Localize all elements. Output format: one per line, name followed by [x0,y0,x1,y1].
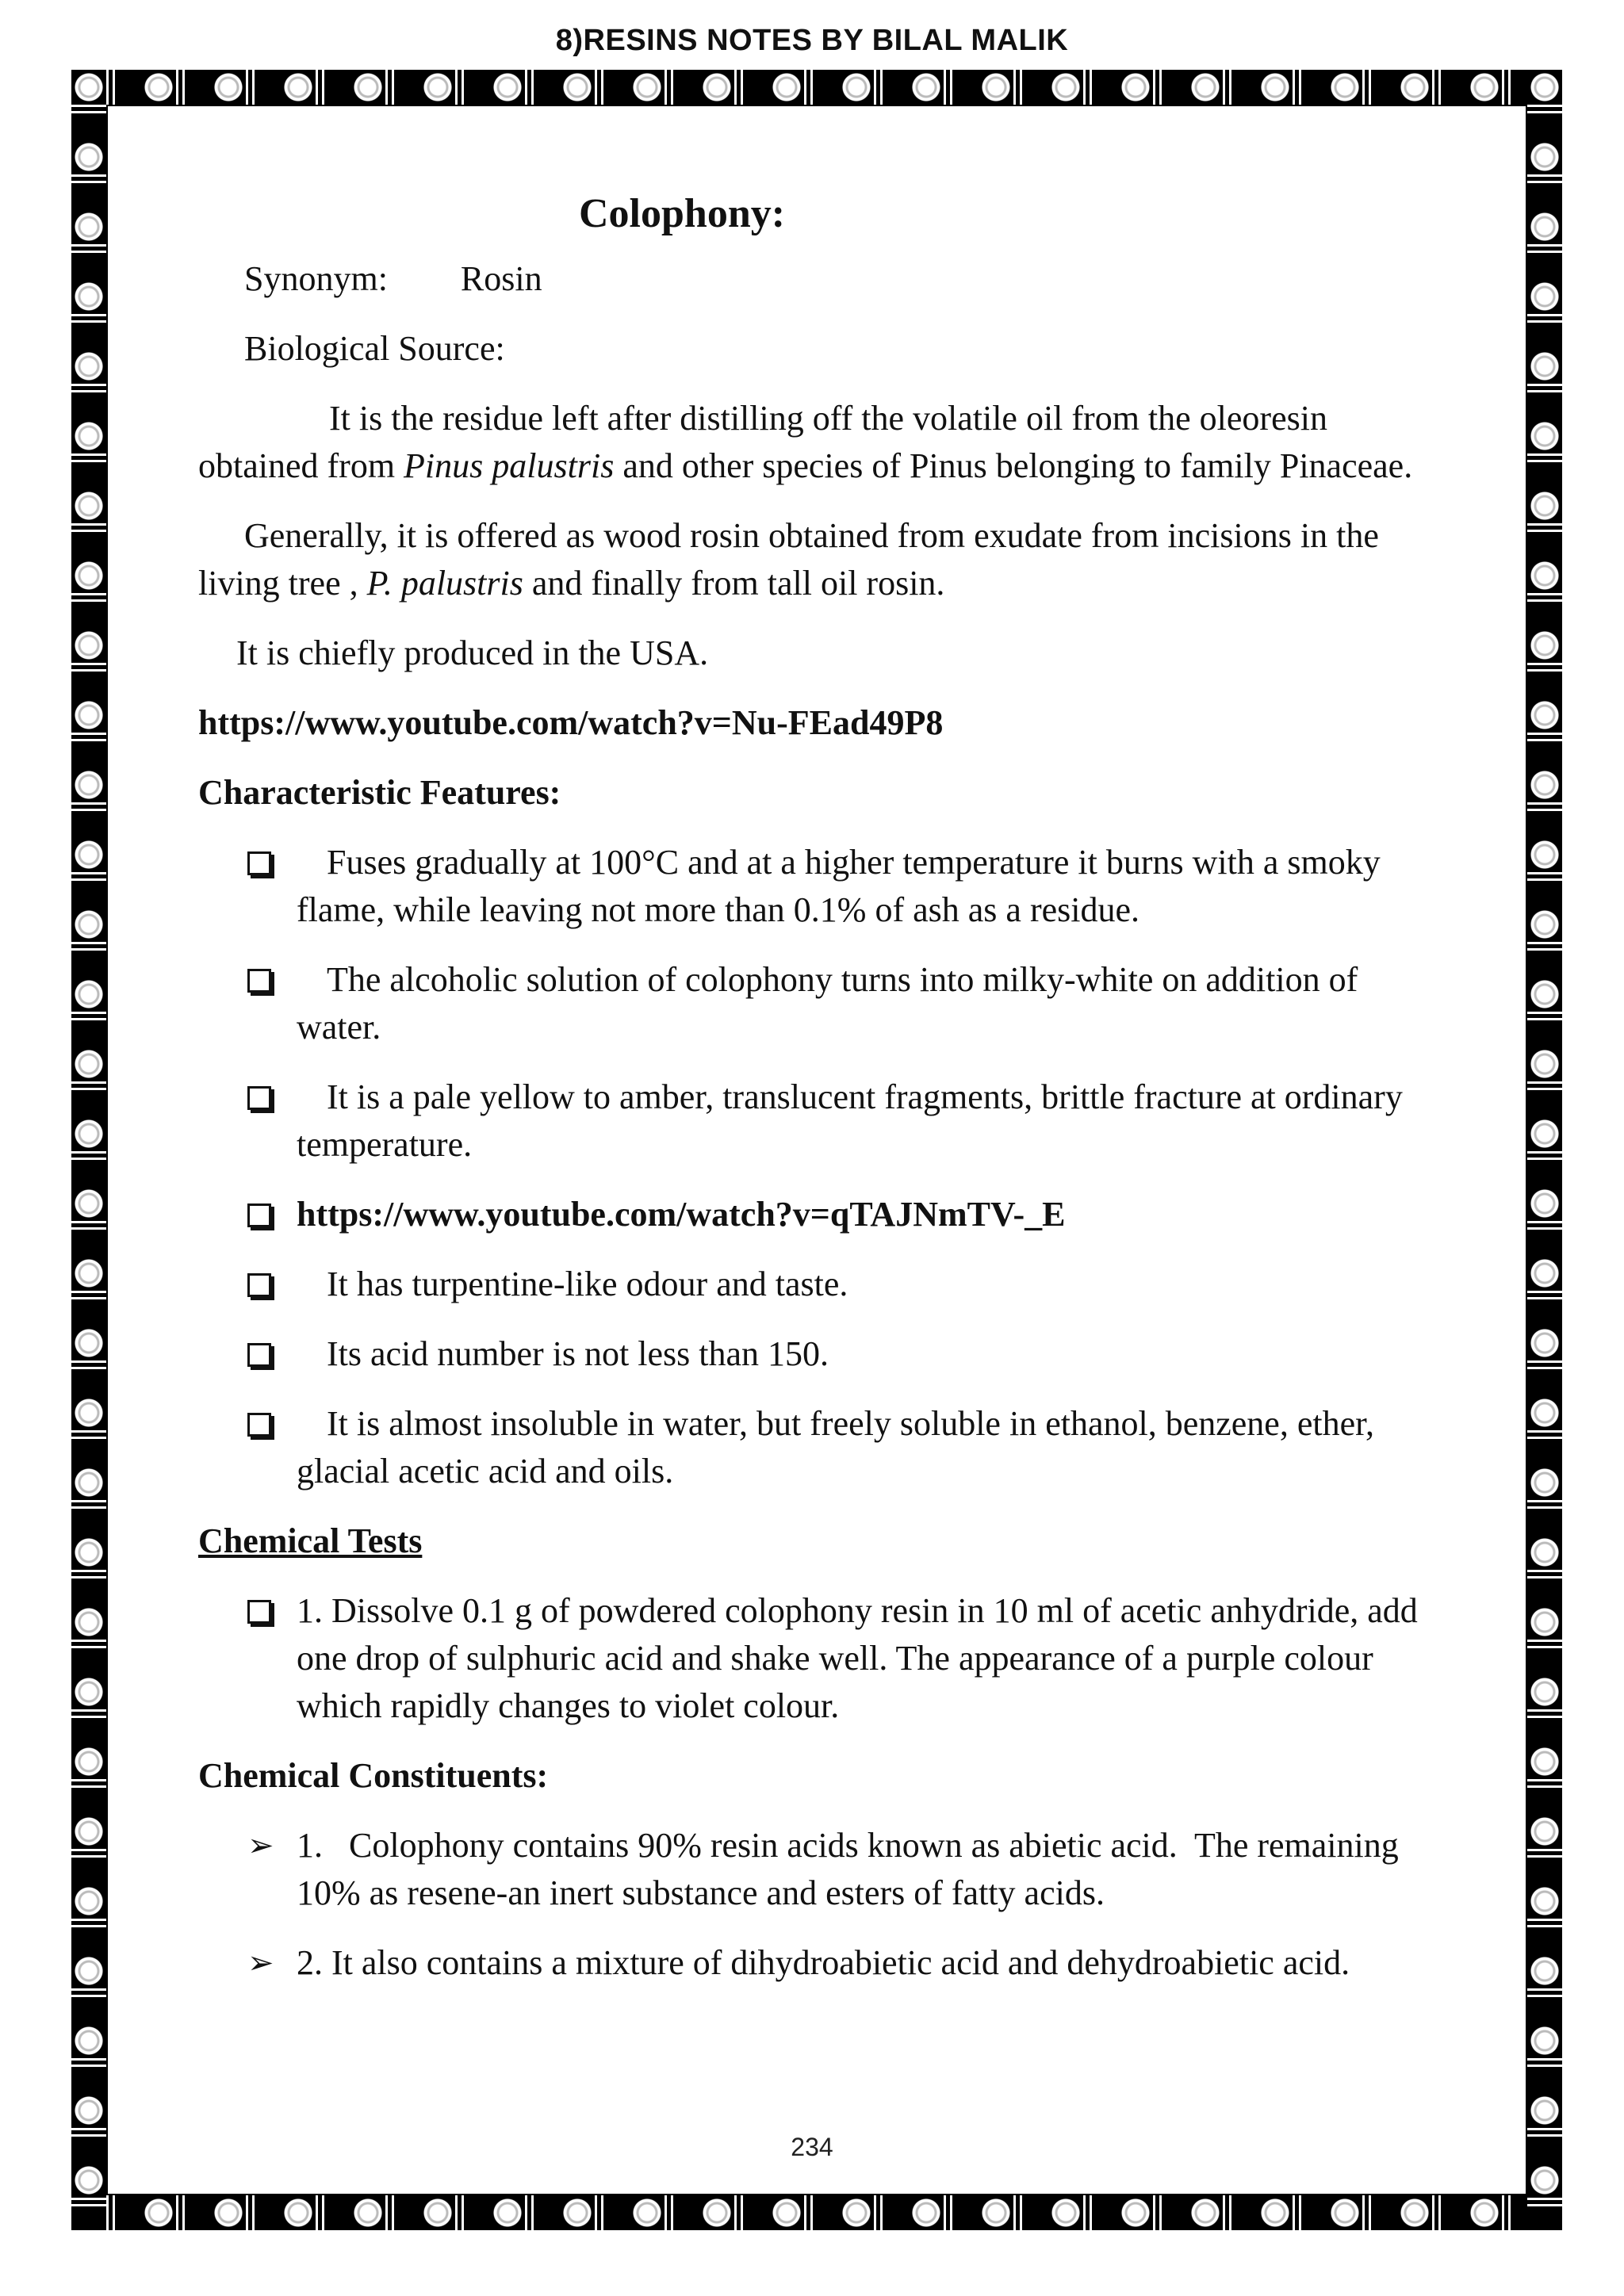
list-item [198,1330,1435,1378]
list-item [198,1191,1435,1238]
list-item [198,839,1435,934]
checkbox-bullet-icon [247,1073,295,1123]
constituent-text: 2. It also contains a mixture of dihydroabietic acid and dehydroabietic acid. [297,1943,1350,1982]
tests-list [198,1587,1435,1730]
border-bottom [71,2195,1562,2230]
constituent-text: 1. Colophony contains 90% resin acids known as abietic acid. The remaining 10% as resene-an inert substance and esters of fatty acids. [297,1826,1408,1912]
bio-paragraph-3: It is chiefly produced in the USA. [236,633,709,672]
checkbox-bullet-icon [247,1330,295,1380]
feature-text: It is a pale yellow to amber, translucent fragments, brittle fracture at ordinary temperature. [297,1077,1403,1164]
document-body [198,190,1435,2009]
page-header: 8)RESINS NOTES BY BILAL MALIK [555,24,1069,57]
chemical-tests-heading: Chemical Tests [198,1521,423,1560]
arrow-bullet-icon: ➢ [247,1827,274,1863]
synonym-value: Rosin [460,259,542,298]
list-item [198,1822,1435,1917]
list-item [198,1261,1435,1308]
feature-text: It is almost insoluble in water, but freely soluble in ethanol, benzene, ether, glacial acetic acid and oils. [297,1404,1374,1490]
border-left [71,70,106,2230]
feature-text: Fuses gradually at 100°C and at a higher temperature it burns with a smoky flame, while leaving not more than 0.1% of ash as a residue. [297,843,1381,929]
features-list [198,839,1435,1495]
border-right [1527,70,1562,2230]
document-title: Colophony: [579,191,786,236]
synonym-label: Synonym: [244,259,388,298]
constituents-list [198,1822,1435,1987]
feature-text: Its acid number is not less than 150. [327,1334,829,1373]
feature-text: The alcoholic solution of colophony turns into milky-white on addition of water. [297,960,1358,1047]
list-item [198,956,1435,1051]
list-item [198,1939,1435,1987]
checkbox-bullet-icon [247,1191,295,1240]
checkbox-bullet-icon [247,839,295,888]
list-item [198,1400,1435,1495]
features-heading: Characteristic Features: [198,773,561,812]
biological-source-label: Biological Source: [244,329,505,368]
list-item [198,1587,1435,1730]
constituents-heading: Chemical Constituents: [198,1756,549,1795]
checkbox-bullet-icon [247,1261,295,1310]
bio-p1-text-b: and other species of Pinus belonging to family Pinaceae. [614,446,1413,485]
bio-p2-text-a: Generally, it is offered as wood rosin obtained from exudate from incisions in the living tree , [198,516,1379,603]
youtube-link-2[interactable]: https://www.youtube.com/watch?v=qTAJNmTV-_E [297,1195,1066,1234]
checkbox-bullet-icon [247,1400,295,1449]
bio-p1-text-a: It is the residue left after distilling off the volatile oil from the oleoresin obtained from [198,399,1327,485]
arrow-bullet-icon: ➢ [247,1945,274,1980]
bio-p1-species: Pinus palustris [404,446,615,485]
page-number: 234 [791,2133,833,2161]
bio-paragraph-2 [198,512,1435,607]
checkbox-bullet-icon [247,1587,295,1636]
feature-text: It has turpentine-like odour and taste. [327,1265,848,1303]
youtube-link-1[interactable]: https://www.youtube.com/watch?v=Nu-FEad49P8 [198,703,944,742]
synonym-line [198,255,1435,303]
bio-paragraph-1 [198,395,1435,490]
bio-p2-text-b: and finally from tall oil rosin. [523,564,945,603]
checkbox-bullet-icon [247,956,295,1005]
border-top [71,70,1562,105]
test-text: 1. Dissolve 0.1 g of powdered colophony resin in 10 ml of acetic anhydride, add one drop of sulphuric acid and shake well. The appearance of a purple colour which rapidly changes to violet colour. [297,1591,1418,1725]
bio-p2-species: P. palustris [366,564,523,603]
list-item [198,1073,1435,1169]
